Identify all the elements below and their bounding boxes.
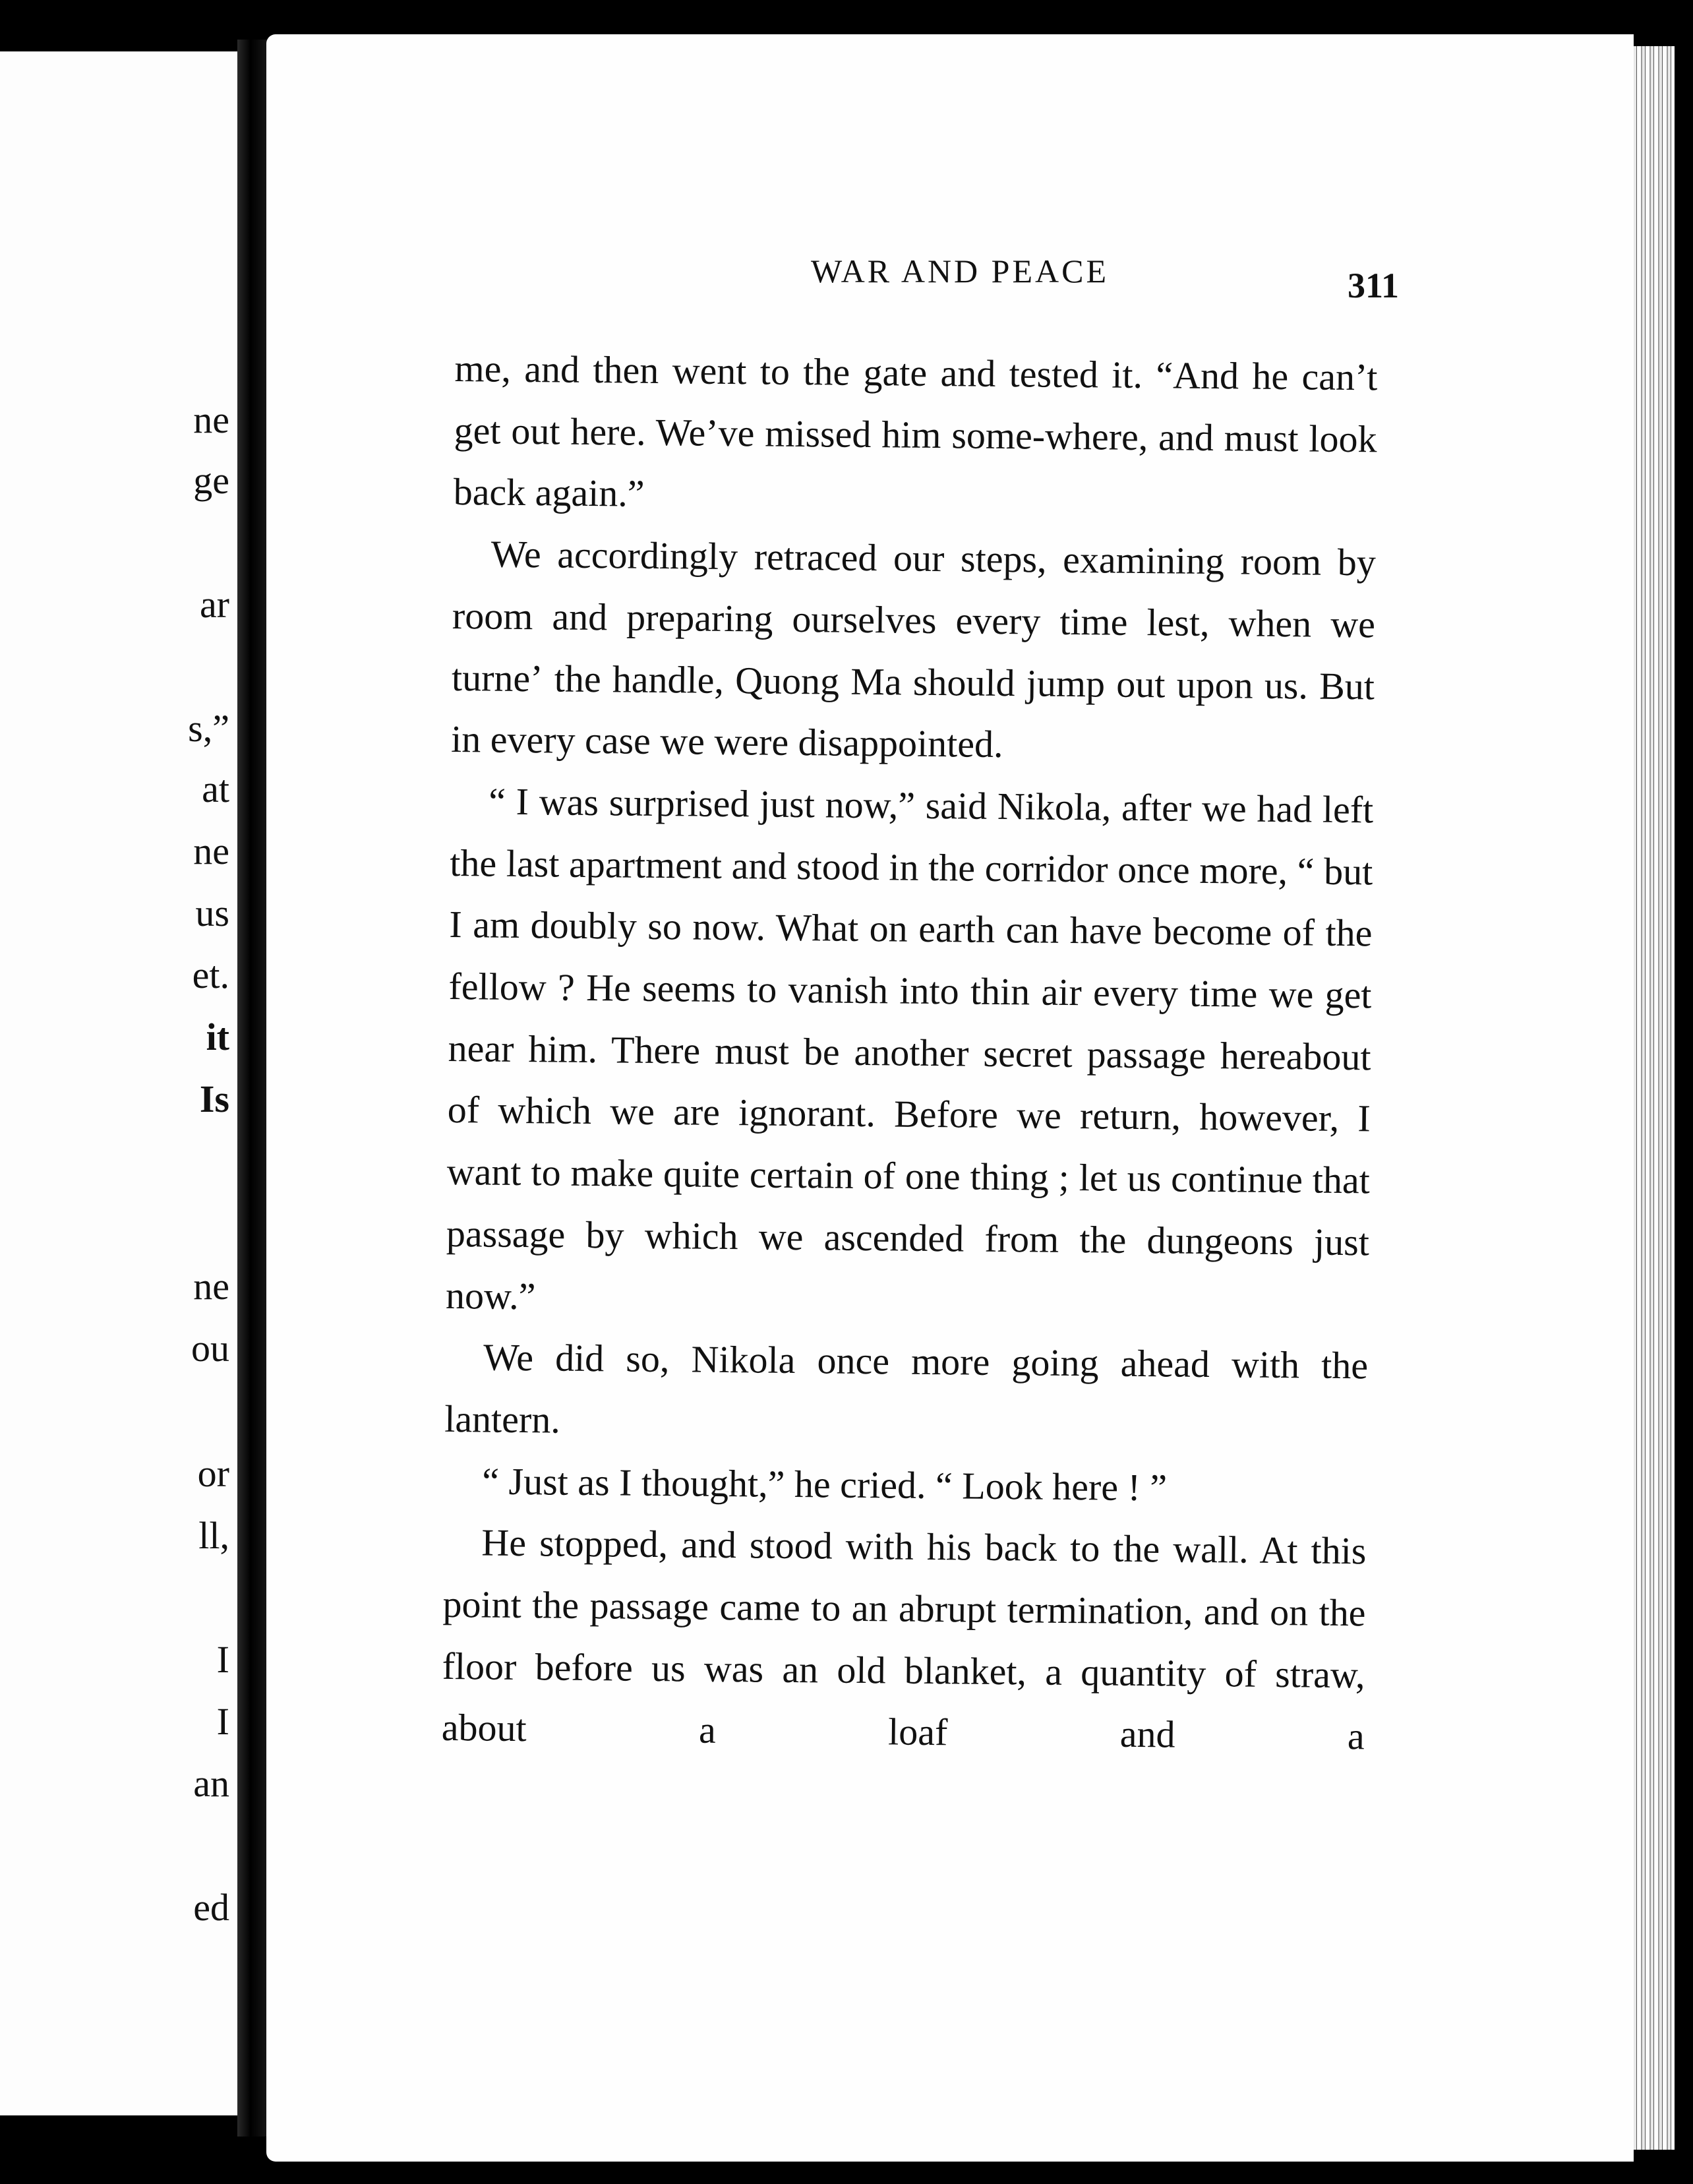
paragraph: We did so, Nikola once more going ahead with the lantern. bbox=[444, 1335, 1369, 1441]
paragraph: “ I was surprised just now,” said Nikola, after we had left the last apartment and stood in the corridor once more, “ but I am doubly so now. What on earth can have become of the fellow ? He seems to vanish into thin air every time we get near him. There must be another secret passage hereabout of which we are ignorant. Before we return, however, I want to make quite certain of one thing ; let us continue that passage by which we ascended from the dungeons just now.” bbox=[445, 779, 1374, 1318]
left-page-fragment: an bbox=[193, 1762, 229, 1805]
left-page-fragment: us bbox=[195, 892, 229, 934]
left-page-fragment: at bbox=[202, 768, 229, 810]
paragraph: “ Just as I thought,” he cried. “ Look here ! ” bbox=[482, 1459, 1168, 1509]
running-head: WAR AND PEACE bbox=[810, 253, 1110, 289]
page-number: 311 bbox=[1348, 266, 1400, 305]
left-page-fragment: I bbox=[216, 1638, 229, 1681]
left-page-fragment: ou bbox=[191, 1327, 229, 1370]
left-page-fragment: it bbox=[206, 1016, 229, 1058]
left-page-fragment: ar bbox=[199, 583, 229, 626]
paragraph: We accordingly retraced our steps, examining room by room and preparing ourselves every time lest, when we turneʼ the handle, Quong Ma should jump out upon us. But in every case we were disappointed. bbox=[450, 532, 1377, 766]
left-page-fragment: or bbox=[197, 1452, 229, 1495]
left-page-fragment: ll, bbox=[198, 1514, 229, 1557]
book-gutter bbox=[237, 40, 270, 2137]
paragraph: me, and then went to the gate and tested it. “And he can’t get out here. We’ve missed him some-where, and must look back again.” bbox=[453, 346, 1378, 516]
book-page bbox=[266, 34, 1634, 2162]
paragraph: He stopped, and stood with his back to the wall. At this point the passage came to an abrupt termination, and on the floor before us was an old blanket, a quantity of straw, about a loaf and a bbox=[441, 1521, 1367, 1758]
left-page-fragment: et. bbox=[192, 954, 229, 996]
left-page-fragment: Is bbox=[199, 1077, 229, 1120]
page-body bbox=[441, 338, 1378, 1768]
previous-page bbox=[0, 51, 245, 2115]
left-page-fragment: ge bbox=[193, 459, 229, 502]
left-page-fragment: ed bbox=[193, 1886, 229, 1929]
left-page-fragment: ne bbox=[193, 830, 229, 872]
left-page-fragment: ne bbox=[193, 1265, 229, 1308]
page-stack-edges bbox=[1628, 46, 1675, 2150]
left-page-fragment: ne bbox=[193, 398, 229, 441]
left-page-fragment: I bbox=[216, 1700, 229, 1743]
left-page-fragment: s,” bbox=[188, 707, 229, 750]
